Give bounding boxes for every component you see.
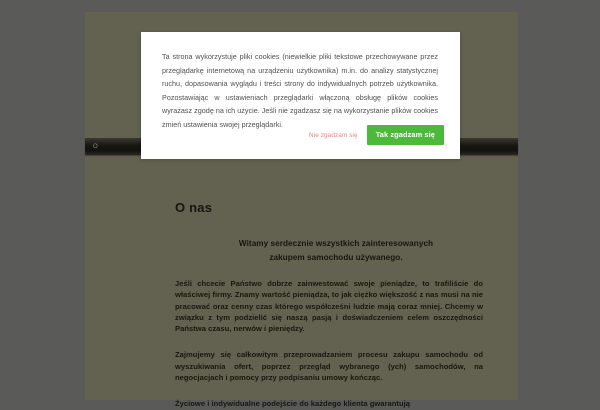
- intro-line-2: zakupem samochodu używanego.: [269, 252, 403, 262]
- body-paragraph-3: Życiowe i indywidualne podejście do każdego klienta gwarantują: [175, 399, 411, 409]
- cookie-consent-message: Ta strona wykorzystuje pliki cookies (niewielkie pliki tekstowe przechowywane przez przeglądarkę internetową na urządzeniu użytkownika) m.in. do analizy statystycznej ruchu, dopasowania wyglądu i treści strony do indywidualnych potrzeb użytkownika. Pozostawiając w ustawieniach przeglądarki włączoną obsługę plików cookies wyrażasz zgodę na ich użycie. Jeśli nie zgadzasz się na wykorzystanie plików cookies zmień ustawienia swojej przeglądarki.: [162, 52, 438, 129]
- nav-item-0[interactable]: O: [93, 143, 98, 150]
- body-paragraph-2: Zajmujemy się całkowitym przeprowadzaniem procesu zakupu samochodu od wyszukiwania ofert, poprzez przegląd wybranego (ych) samochodów, na negocjacjach i pomocy przy podpisaniu umowy kończąc.: [175, 350, 483, 383]
- cookie-consent-actions: [309, 125, 444, 145]
- intro-line-1: Witamy serdecznie wszystkich zainteresowanych: [238, 239, 434, 248]
- accept-cookies-button[interactable]: Tak zgadzam się: [367, 125, 444, 145]
- main-navigation[interactable]: [85, 138, 98, 155]
- intro-block: [85, 237, 518, 264]
- decline-cookies-button[interactable]: Nie zgadzam się: [308, 131, 358, 139]
- body-paragraph-1: Jeśli chcecie Państwo dobrze zainwestować swoje pieniądze, to trafiliście do właściwej firmy. Znamy wartość pieniądza, to jak ciężko większość z nas musi na nie pracować oraz cenny czas którego współcześni ludzie mają coraz mniej. Chcemy w związku z tym podzielić się naszą pasją i doświadczeniem celem oszczędności Państwa czasu, nerwów i pieniędzy.: [175, 279, 483, 334]
- page-title: O nas: [175, 200, 213, 215]
- main-content: [85, 155, 518, 410]
- cookie-consent-modal: [141, 32, 460, 159]
